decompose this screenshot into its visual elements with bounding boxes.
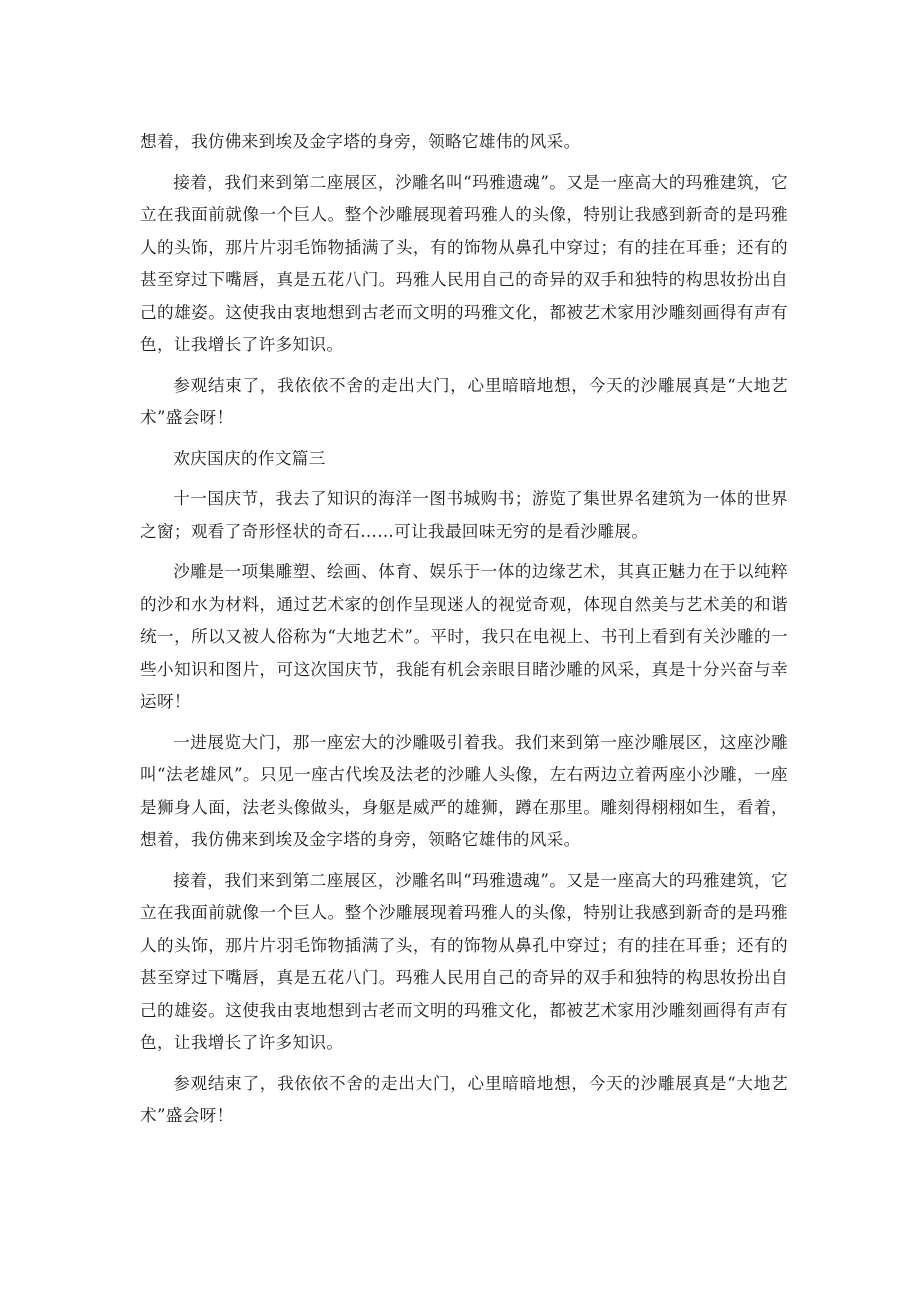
paragraph-visit-end-repeat: 参观结束了，我依依不舍的走出大门，心里暗暗地想，今天的沙雕展真是“大地艺术”盛会呀！ (140, 1073, 788, 1125)
paragraph-pharaoh-exhibit: 一进展览大门，那一座宏大的沙雕吸引着我。我们来到第一座沙雕展区，这座沙雕叫“法老雄风”。只见一座古代埃及法老的沙雕人头像，左右两边立着两座小沙雕，一座是狮身人面，法老头像做头，身躯是威严的雄狮，蹲在那里。雕刻得栩栩如生，看着，想着，我仿佛来到埃及金字塔的身旁，领略它雄伟的风采。 (140, 732, 788, 849)
paragraph-national-day: 十一国庆节，我去了知识的海洋一图书城购书；游览了集世界名建筑为一体的世界之窗；观看了奇形怪状的奇石……可让我最回味无穷的是看沙雕展。 (140, 489, 788, 541)
paragraph-visit-end: 参观结束了，我依依不舍的走出大门，心里暗暗地想，今天的沙雕展真是“大地艺术”盛会呀！ (140, 375, 788, 427)
document-body (140, 126, 788, 1141)
paragraph-sand-sculpture-intro: 沙雕是一项集雕塑、绘画、体育、娱乐于一体的边缘艺术，其真正魅力在于以纯粹的沙和水为材料，通过艺术家的创作呈现迷人的视觉奇观，体现自然美与艺术美的和谐统一，所以又被人俗称为“大地艺术”。平时，我只在电视上、书刊上看到有关沙雕的一些小知识和图片，可这次国庆节，我能有机会亲眼目睹沙雕的风采，真是十分兴奋与幸运呀！ (140, 562, 788, 711)
paragraph-maya-exhibit-repeat: 接着，我们来到第二座展区，沙雕名叫“玛雅遗魂”。又是一座高大的玛雅建筑，它立在我面前就像一个巨人。整个沙雕展现着玛雅人的头像，特别让我感到新奇的是玛雅人的头饰，那片片羽毛饰物插满了头，有的饰物从鼻孔中穿过；有的挂在耳垂；还有的甚至穿过下嘴唇，真是五花八门。玛雅人民用自己的奇异的双手和独特的构思妆扮出自己的雄姿。这使我由衷地想到古老而文明的玛雅文化，都被艺术家用沙雕刻画得有声有色，让我增长了许多知识。 (140, 870, 788, 1052)
paragraph-continuation: 想着，我仿佛来到埃及金字塔的身旁，领略它雄伟的风采。 (140, 132, 581, 151)
section-heading: 欢庆国庆的作文篇三 (173, 448, 326, 468)
paragraph-maya-exhibit: 接着，我们来到第二座展区，沙雕名叫“玛雅遗魂”。又是一座高大的玛雅建筑，它立在我面前就像一个巨人。整个沙雕展现着玛雅人的头像，特别让我感到新奇的是玛雅人的头饰，那片片羽毛饰物插满了头，有的饰物从鼻孔中穿过；有的挂在耳垂；还有的甚至穿过下嘴唇，真是五花八门。玛雅人民用自己的奇异的双手和独特的构思妆扮出自己的雄姿。这使我由衷地想到古老而文明的玛雅文化，都被艺术家用沙雕刻画得有声有色，让我增长了许多知识。 (140, 172, 788, 354)
